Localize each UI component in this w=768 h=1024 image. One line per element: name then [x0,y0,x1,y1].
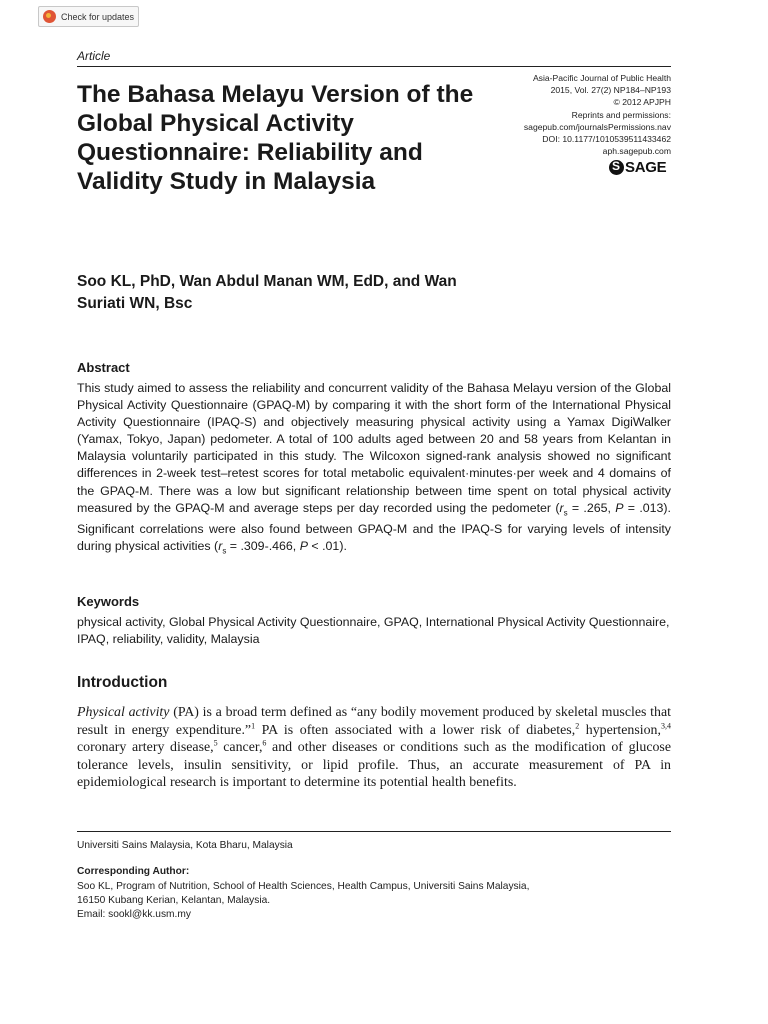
citation-6[interactable]: 6 [262,738,267,748]
keywords-heading: Keywords [77,594,140,609]
sage-mark-icon [609,160,624,175]
journal-volume: 2015, Vol. 27(2) NP184–NP193 [550,85,671,96]
keywords-list: physical activity, Global Physical Activity Questionnaire, GPAQ, International Physical Activity Questionnaire, IPAQ, reliability, validity, Malaysia [77,615,670,647]
journal-copyright: © 2012 APJPH [613,97,671,108]
introduction-heading: Introduction [77,674,168,691]
article-type-label: Article [77,49,111,63]
journal-site-link[interactable]: aph.sagepub.com [602,146,671,157]
author-affiliation: Universiti Sains Malaysia, Kota Bharu, Malaysia [77,840,293,851]
doi-link[interactable]: DOI: 10.1177/1010539511433462 [542,134,671,145]
permissions-link[interactable]: sagepub.com/journalsPermissions.nav [523,121,671,132]
author-email[interactable]: Email: sookl@kk.usm.my [77,909,191,921]
introduction-body: Physical activity (PA) is a broad term defined as “any bodily movement produced by skeletal muscles that result in energy expenditure.”$^1$ PA is often associated with a lower risk of diabetes,$^2$ hypertension,$^{3,4}$ coronary artery disease,$^5$ cancer,$^6$ and other diseases or conditions such as the modification of glucose tolerance levels, insulin sensitivity, or lipid profile. Thus, an accurate measurement of PA in epidemiological research is important to determine its potential health benefits. [77,705,672,791]
paper-title: The Bahasa Melayu Version of the Global Physical Activity Questionnaire: Reliability and Validity Study in Malaysia [77,81,474,195]
journal-info [431,72,671,157]
corresponding-author-heading: Corresponding Author: [77,866,190,877]
sage-wordmark: SAGE [625,158,667,176]
header-rule [77,66,671,67]
check-for-updates-label: Check for updates [61,11,135,22]
abstract-body: This study aimed to assess the reliability and concurrent validity of the Bahasa Melayu version of the Global Physical Activity Questionnaire (GPAQ-M) by comparing it with the short form of the International Physical Activity Questionnaire (IPAQ-S) and objectively measuring physical activity using a Yamax DigiWalker (Yamax, Tokyo, Japan) pedometer. A total of 100 adults aged between 20 and 58 years from Kelantan in Malaysia voluntarily participated in this study. The Wilcoxon signed-rank analysis showed no significant differences in 2-week test–retest scores for total metabolic equivalent·minutes·per week and 4 domains of the GPAQ-M. There was a low but significant relationship between time spent on total physical activity measured by the GPAQ-M and average steps per day recorded using the pedometer ($r_s = .265$, P = .013). Significant correlations were also found between GPAQ-M and the IPAQ-S for varying levels of intensity during physical activities ($r_s = .309-.466$, P < .01). [77,381,671,556]
abstract-heading: Abstract [77,360,130,375]
journal-reprints: Reprints and permissions: [571,109,671,120]
citation-3-4[interactable]: 3,4 [660,720,671,730]
author-list: Soo KL, PhD, Wan Abdul Manan WM, EdD, and Wan Suriati WN, Bsc [77,273,457,312]
crossmark-icon [43,10,56,23]
citation-5[interactable]: 5 [213,738,218,748]
journal-name: Asia-Pacific Journal of Public Health [532,73,671,83]
corresponding-author-details: Soo KL, Program of Nutrition, School of Health Sciences, Health Campus, Universiti Sains Malaysia, 16150 Kubang Kerian, Kelantan, Malaysia. Email: sookl@kk.usm.my [77,880,671,923]
footnote-rule [77,831,671,832]
check-for-updates-button[interactable] [38,6,139,27]
citation-2[interactable]: 2 [575,720,580,730]
sage-logo [609,158,666,176]
citation-1[interactable]: 1 [251,720,256,730]
